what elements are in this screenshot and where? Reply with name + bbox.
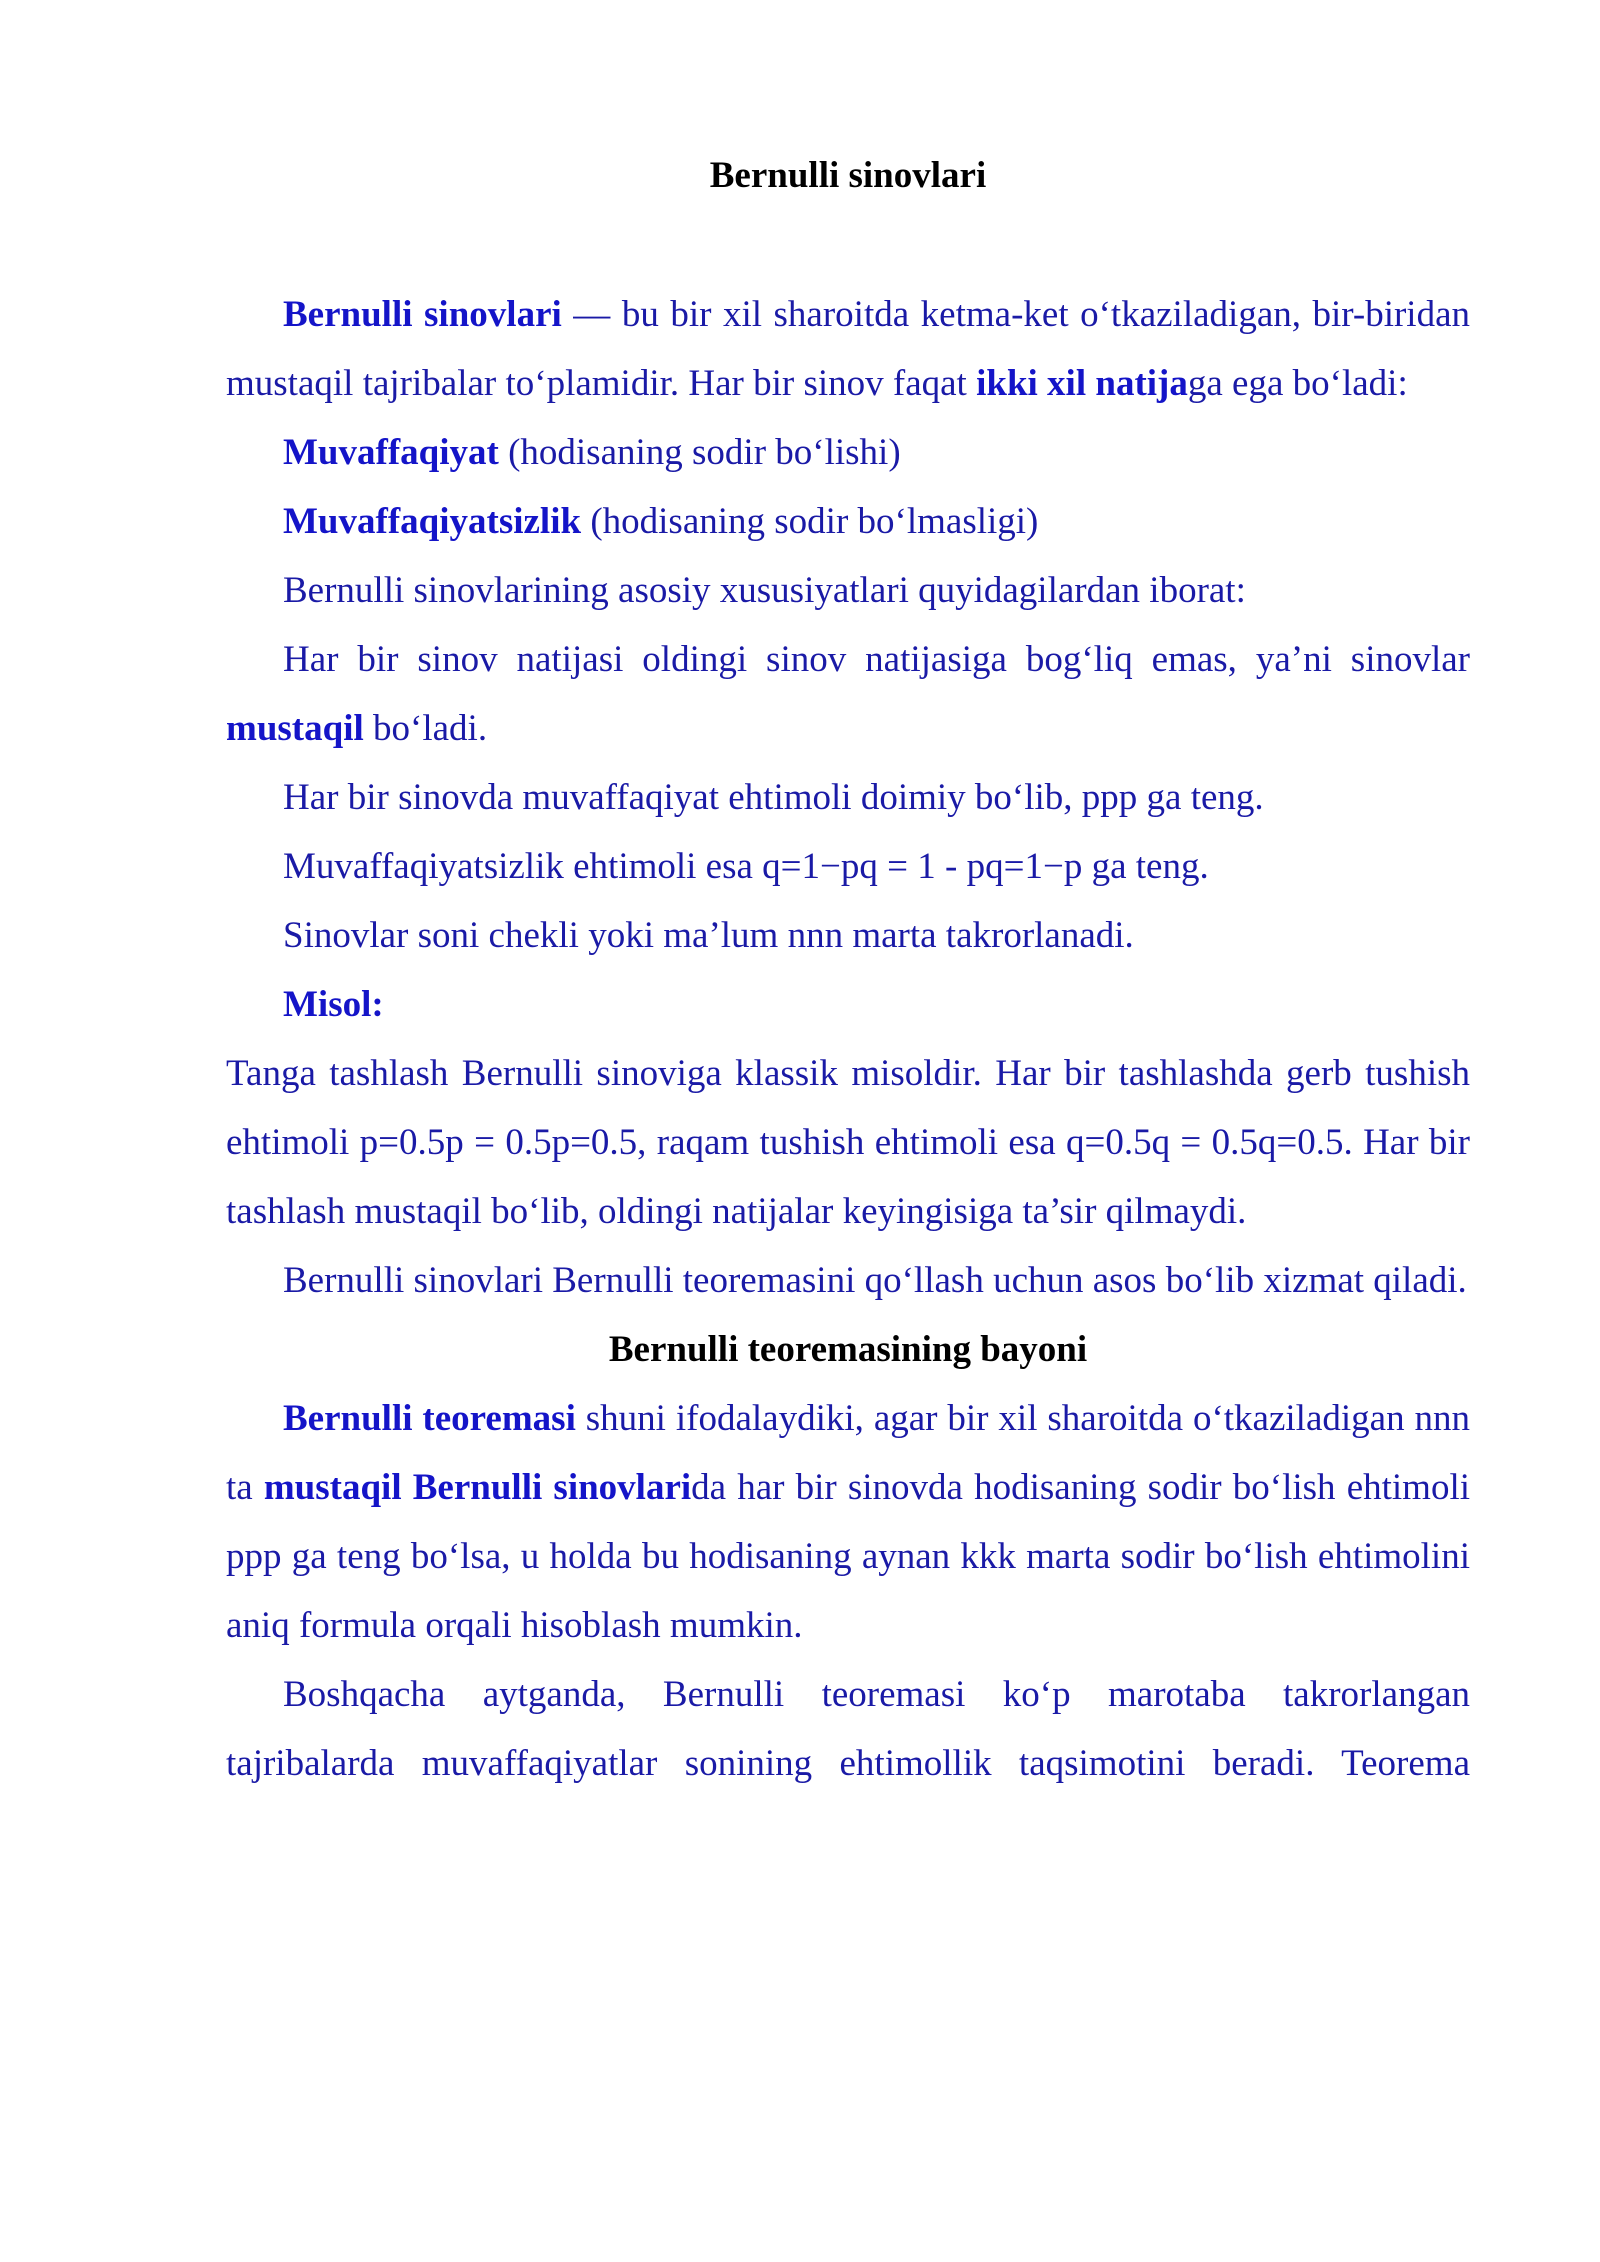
outcome-success: Muvaffaqiyat (hodisaning sodir bo‘lishi) xyxy=(283,432,901,473)
term-ikki-xil-natija: ikki xil natija xyxy=(976,363,1188,404)
document-body xyxy=(226,280,1470,1798)
property-constant-probability: Har bir sinovda muvaffaqiyat ehtimoli doimiy bo‘lib, ppp ga teng. xyxy=(283,777,1264,818)
property-failure-probability: Muvaffaqiyatsizlik ehtimoli esa q=1−pq = 1 - pq=1−p ga teng. xyxy=(283,846,1209,887)
theorem-paragraph: Bernulli teoremasi shuni ifodalaydiki, agar bir xil sharoitda o‘tkaziladigan nnn ta mustaqil Bernulli sinovlarida har bir sinovda hodisaning sodir bo‘lish ehtimoli ppp ga teng bo‘lsa, u holda bu hodisaning aynan kkk marta sodir bo‘lish ehtimolini aniq formula orqali hisoblash mumkin. xyxy=(226,1398,1471,1646)
page-title: Bernulli sinovlari xyxy=(709,155,987,196)
section-heading-theorem: Bernulli teoremasining bayoni xyxy=(608,1329,1088,1370)
paragraph-definition: Bernulli sinovlari — bu bir xil sharoitda ketma-ket o‘tkaziladigan, bir-biridan mustaqil tajribalar to‘plamidir. Har bir sinov faqat ikki xil natijaga ega bo‘ladi: xyxy=(226,294,1470,404)
property-finite-trials: Sinovlar soni chekli yoki ma’lum nnn marta takrorlanadi. xyxy=(283,915,1134,956)
term-mustaqil: mustaqil xyxy=(226,708,364,749)
property-independence: Har bir sinov natijasi oldingi sinov natijasiga bog‘liq emas, ya’ni sinovlar mustaqil bo‘ladi. xyxy=(226,639,1470,749)
properties-intro: Bernulli sinovlarining asosiy xususiyatlari quyidagilardan iborat: xyxy=(283,570,1246,611)
term-bernulli-sinovlari: Bernulli sinovlari xyxy=(283,294,562,335)
outcome-failure: Muvaffaqiyatsizlik (hodisaning sodir bo‘lmasligi) xyxy=(283,501,1039,542)
term-mustaqil-bernulli-sinovlari: mustaqil Bernulli sinovlari xyxy=(263,1467,692,1508)
term-bernulli-teoremasi: Bernulli teoremasi xyxy=(283,1398,576,1439)
basis-paragraph: Bernulli sinovlari Bernulli teoremasini qo‘llash uchun asos bo‘lib xizmat qiladi. xyxy=(283,1260,1467,1301)
summary-paragraph: Boshqacha aytganda, Bernulli teoremasi ko‘p marotaba takrorlangan tajribalarda muvaffaqiyatlar sonining ehtimollik taqsimotini beradi. Teorema xyxy=(226,1674,1470,1784)
example-text: Tanga tashlash Bernulli sinoviga klassik misoldir. Har bir tashlashda gerb tushish ehtimoli p=0.5p = 0.5p=0.5, raqam tushish ehtimoli esa q=0.5q = 0.5q=0.5. Har bir tashlash mustaqil bo‘lib, oldingi natijalar keyingisiga ta’sir qilmaydi. xyxy=(226,1053,1470,1232)
example-label: Misol: xyxy=(283,984,384,1025)
